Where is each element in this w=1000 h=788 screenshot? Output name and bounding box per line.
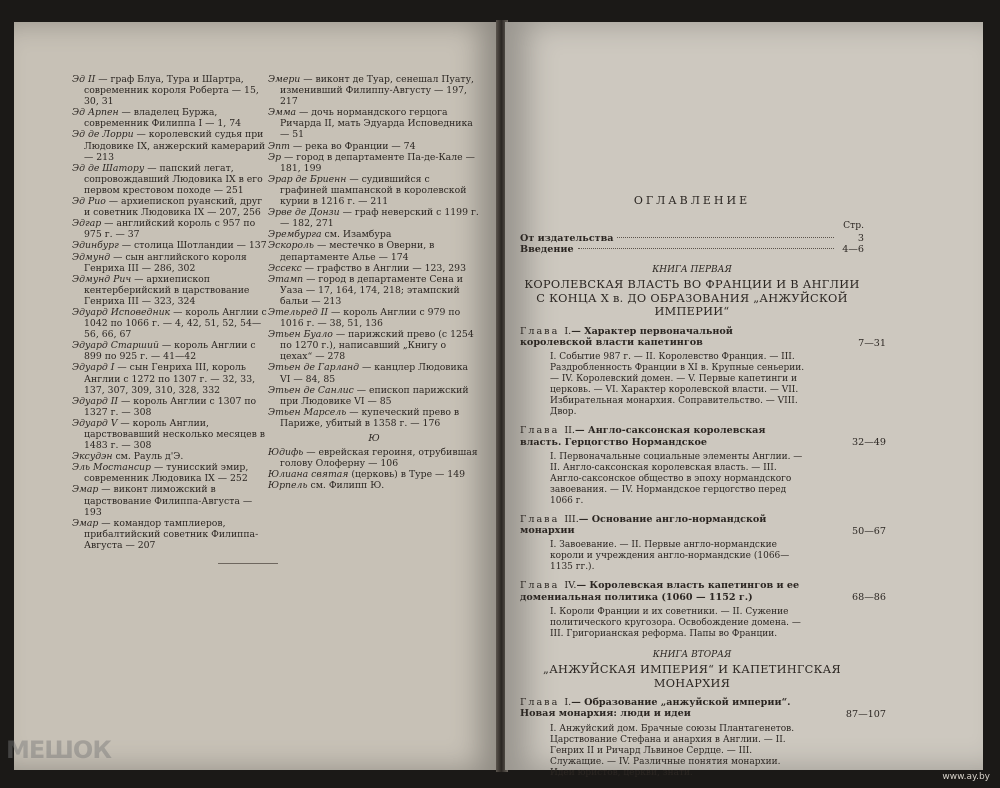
index-entry-text: — королевский судья при Людовике IX, анжерский камерарий — 213 [84,129,266,163]
index-entry [72,274,268,307]
end-rule [218,563,278,564]
index-headword: Эссекс [268,262,302,274]
index-entry-text: — король Англии с 1042 по 1066 г. — 4, 42, 51, 52, 54—56, 66, 67 [84,306,267,341]
index-entry-text: — король Англии, царствовавший несколько месяцев в 1483 г. — 308 [84,417,266,452]
chapter-summary: I. Событие 987 г. — II. Королевство Франция. — III. Раздробленность Франции в XI в. Крупные сеньерии. — IV. Королевский домен. — V. Первые капетинги и церковь. — VI. Характер королевской власти. — VII. Избирательная монархия. Соправительство. — VIII. Двор. [550,352,805,418]
chapter-number: III. [564,513,579,525]
index-entry-text: — графство в Англии — 123, 293 [301,262,466,274]
index-entry [268,307,480,329]
index-headword: Эпт [268,140,290,152]
index-headword: Эд Рио [72,196,106,208]
chapter-pages: 50—67 [851,525,886,537]
chapter-word: Глава [520,697,565,709]
index-headword: Эмма [268,107,297,119]
index-entry [72,163,268,196]
toc-front-row [520,244,864,255]
book-two-label: КНИГА ВТОРАЯ [652,650,732,661]
index-headword: Эрембурга [268,229,322,241]
index-entry-text: — судившийся с графиней шампанской в королевской курии в 1216 г. — 211 [280,173,467,208]
index-entry-text: — канцлер Людовика VI — 84, 85 [280,362,469,385]
index-entry-text: — столица Шотландии — 137 [118,240,267,252]
index-headword: Эдмунд Рич [72,273,132,285]
chapter-pages: 32—49 [851,437,886,449]
index-entry [268,152,480,174]
index-entry-text: — король Англии с 899 по 925 г. — 41—42 [84,340,256,363]
index-entry [268,385,480,407]
index-entry [72,196,268,218]
index-entry [268,207,480,229]
index-entry-text: — владелец Буржа, современник Филиппа I — 1, 74 [84,107,242,130]
chapter-word: Глава [520,425,565,437]
page-column-label: Стр. [843,220,864,232]
index-headword: Этьен Буало [268,329,333,341]
chapter-pages: 7—31 [858,337,886,349]
index-headword: Юлиана святая [268,469,349,481]
index-entry [268,229,480,240]
index-column-2 [268,74,480,491]
index-headword: Эль Мостансир [72,462,152,474]
index-headword: Эдуард V [72,417,118,429]
index-headword: Эдгар [72,218,102,230]
index-entry [72,74,268,107]
site-watermark-logo [6,736,111,764]
index-entry [72,362,268,395]
index-entry-text: — сын Генриха III, король Англии с 1272 по 1307 г. — 32, 33, 137, 307, 309, 310, 328, 332 [84,362,256,396]
chapter-summary: I. Первоначальные социальные элементы Англии. — II. Англо-саксонская королевская власть. — III. Англо-саксонское общество в эпоху нормандского завоевания. — IV. Нормандское герцогство перед 1066 г. [550,451,803,506]
index-headword: Этьен Марсель [268,406,347,418]
chapter-heading [520,697,864,720]
index-entry [72,462,268,484]
chapter-number: II. [564,425,575,437]
index-entry [72,252,268,274]
chapter-pages: 87—107 [845,709,886,721]
index-entry-text: см. Изамбура [321,229,392,241]
chapter-word: Глава [520,513,565,525]
index-entry [72,307,268,340]
chapter-heading [520,425,864,448]
index-entry [72,240,268,251]
watermark-text: МЕШОК [6,736,111,764]
index-headword: Этьен де Санлис [268,384,354,396]
chapter-summary: I. Завоевание. — II. Первые англо-нормандские короли и учреждения англо-нормандские (1066—1135 гг.). [550,540,790,573]
chapter-word: Глава [520,325,565,337]
index-entry [268,74,480,107]
index-entry-text: — сын английского короля Генриха III — 286, 302 [84,251,247,274]
index-headword: Эд Арпен [72,107,119,119]
index-entry-text: — виконт де Туар, сенешал Пуату, изменивший Филиппу-Августу — 197, 217 [280,74,475,108]
index-entry [72,218,268,240]
index-headword: Этьен де Гарланд [268,362,360,374]
index-entry [268,174,480,207]
chapter-number: IV. [564,580,577,592]
index-entry-text: — купеческий прево в Париже, убитый в 1358 г. — 176 [280,406,460,429]
toc-leader-dots [578,248,834,249]
toc-entry-label: Введение [520,243,574,255]
index-entry [72,418,268,451]
section-letter: Ю [368,433,380,444]
index-entry-text: — епископ парижский при Людовике VI — 85 [280,384,469,407]
toc-page-number: 4—6 [842,243,864,255]
index-entry-text: см. Рауль д'Э. [112,451,184,463]
index-entry-text: — местечко в Оверни, в департаменте Алье — 174 [280,240,435,263]
book-one-title: КОРОЛЕВСКАЯ ВЛАСТЬ ВО ФРАНЦИИ И В АНГЛИИ С КОНЦА X в. ДО ОБРАЗОВАНИЯ „АНЖУЙСКОЙ ИМПЕРИИ“ [524,278,860,319]
index-entry [268,107,480,140]
toc-chapter [520,513,886,574]
index-headword: Этельред II [268,306,329,318]
index-headword: Эдуард Старший [72,340,159,352]
chapter-heading [520,580,864,603]
index-entry [72,518,268,551]
index-entry [268,263,480,274]
index-headword: Эксудэн [72,451,113,463]
toc-chapter [520,325,886,419]
index-entry-text: — папский легат, сопровождавший Людовика IX в его первом крестовом походе — 251 [84,162,263,196]
index-entry [72,484,268,517]
chapter-number: I. [564,697,572,709]
index-entry-text: — архиепископ руанский, друг и советник Людовика IX — 207, 256 [84,196,263,219]
book-one-label: КНИГА ПЕРВАЯ [652,265,732,276]
index-headword: Эдинбург [72,240,119,252]
index-entry-text: — город в департаменте Сена и Уаза — 17, 164, 174, 218; этампский бальи — 213 [280,273,463,307]
index-entry-text: см. Филипп Ю. [307,480,385,492]
chapter-summary: I. Анжуйский дом. Брачные союзы Плантагенетов. Царствование Стефана и анархия в Англии. — II. Генрих II и Ричард Львиное Сердце. — III. Служащие. — IV. Различные понятия монархии. Идеи юристов, церкви, знати. [550,723,795,778]
index-headword: Эдуард I [72,362,115,374]
index-headword: Эрве де Донзи [268,207,340,219]
chapter-summary: I. Короли Франции и их советники. — II. Сужение политического кругозора. Освобождение домена. — III. Григорианская реформа. Папы во Франции. [550,607,801,640]
index-headword: Этамп [268,273,304,285]
index-entry-text: — тунисский эмир, современник Людовика IX — 252 [84,462,249,485]
index-entry-text: — граф неверский с 1199 г. — 182, 271 [280,207,479,230]
index-entry [268,240,480,262]
toc-front-row [520,233,864,244]
index-entry [268,362,480,384]
index-entry [72,129,268,162]
toc-chapter [520,697,886,779]
index-headword: Эд де Шатору [72,162,145,174]
chapter-pages: 68—86 [851,592,886,604]
index-headword: Эдмунд [72,251,111,263]
chapter-title: — Королевская власть капетингов и ее домениальная политика (1060 — 1152 г.) [520,580,800,603]
book-two-title: „АНЖУЙСКАЯ ИМПЕРИЯ“ И КАПЕТИНГСКАЯ МОНАРХИЯ [543,663,841,690]
index-entry [268,141,480,152]
index-headword: Эмери [268,74,301,85]
toc-page-number: 3 [857,232,864,244]
chapter-title: — Основание англо-нормандской монархии [520,513,767,537]
left-page [14,22,498,770]
chapter-word: Глава [520,580,565,592]
index-headword: Эдуард II [72,395,119,407]
index-headword: Эмар [72,517,99,529]
index-entry-text: — король Англии с 979 по 1016 г. — 38, 51, 136 [280,306,461,330]
index-entry [268,469,480,480]
index-entry [72,396,268,418]
index-entry [72,107,268,129]
index-entry [268,480,480,491]
index-column-1 [72,74,268,551]
index-entry [268,329,480,362]
toc-chapter [520,580,886,640]
toc-chapter [520,425,886,507]
index-headword: Юдифь [268,447,304,459]
index-entry-text: (церковь) в Туре — 149 [348,469,466,481]
index-entry-text: — английский король с 957 по 975 г. — 37 [84,218,256,241]
index-entry-text: — город в департаменте Па-де-Кале — 181, 199 [280,151,475,174]
site-watermark-url: www.ay.by [942,772,990,782]
index-entry-text: — река во Франции — 74 [289,140,416,152]
toc-title: ОГЛАВЛЕНИЕ [633,194,751,207]
toc-entry-label: От издательства [520,232,614,244]
index-entry-text: — виконт лиможский в царствование Филиппа-Августа — 193 [84,484,253,518]
index-entry [72,340,268,362]
index-entry-text: — архиепископ кентерберийский в царствование Генриха III — 323, 324 [84,273,250,307]
index-headword: Юрпель [268,480,308,492]
index-headword: Эскороль [268,240,314,252]
index-entry [268,407,480,429]
index-headword: Эд II [72,74,96,85]
index-entry-text: — еврейская героиня, отрубившая голову Олоферну — 106 [280,447,478,470]
chapter-number: I. [564,325,572,337]
index-headword: Эд де Лорри [72,129,134,141]
chapter-title: — Характер первоначальной королевской власти капетингов [520,325,733,348]
index-entry-text: — король Англии с 1307 по 1327 г. — 308 [84,395,257,418]
table-of-contents [520,194,886,779]
index-entry-text: — командор тамплиеров, прибалтийский советник Филиппа-Августа — 207 [84,517,259,551]
chapter-heading [520,514,864,537]
index-headword: Эрар де Бриенн [268,173,347,185]
index-entry [268,274,480,307]
toc-leader-dots [617,237,834,238]
index-headword: Эмар [72,484,99,496]
index-entry [268,447,480,469]
chapter-heading [520,326,864,349]
index-entry-text: — дочь нормандского герцога Ричарда II, мать Эдуарда Исповедника — 51 [280,107,473,141]
index-headword: Эр [268,151,282,163]
chapter-title: — Образование „анжуйской империи“. Новая монархия: люди и идеи [520,697,791,720]
chapter-title: — Англо-саксонская королевская власть. Герцогство Нормандское [520,425,766,448]
index-entry-text: — парижский прево (с 1254 по 1270 г.), написавший „Книгу о цехах“ — 278 [280,329,474,363]
index-entry [72,451,268,462]
index-headword: Эдуард Исповедник [72,306,171,318]
index-entry-text: — граф Блуа, Тура и Шартра, современник короля Роберта — 15, 30, 31 [84,74,259,108]
